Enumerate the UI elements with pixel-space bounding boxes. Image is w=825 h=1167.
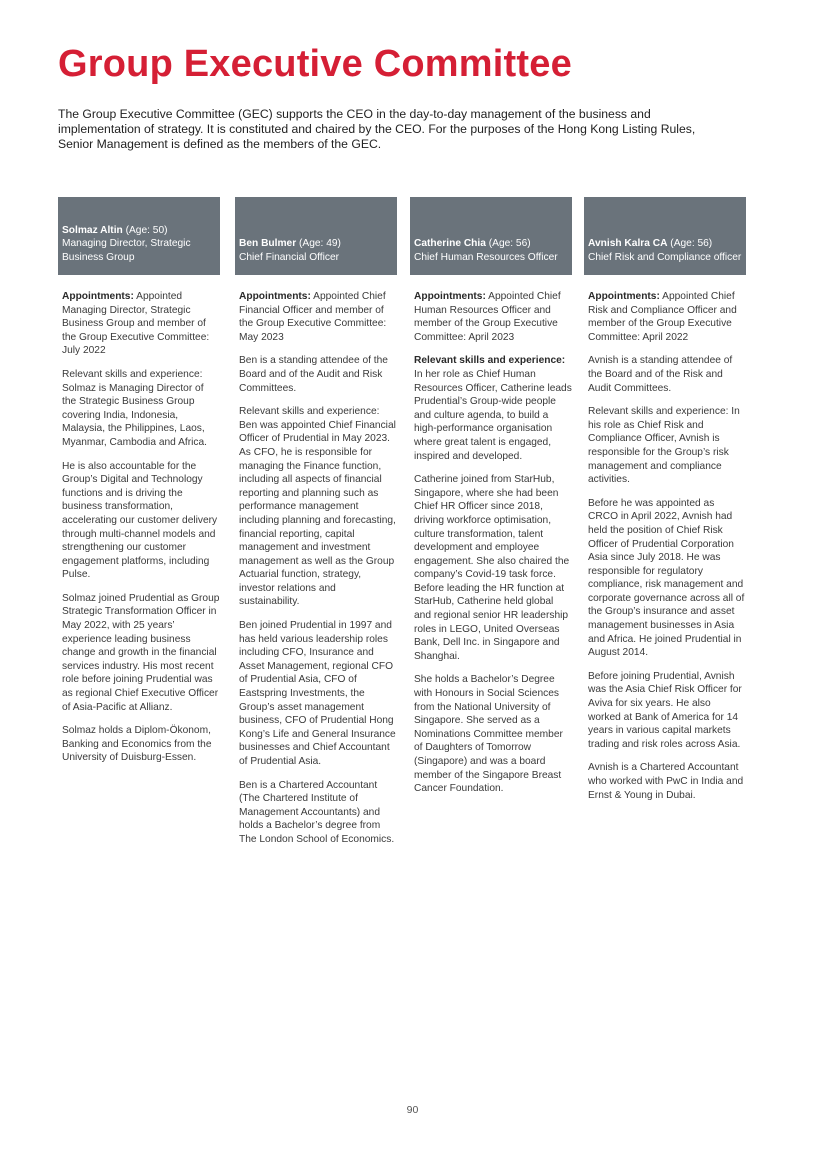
bio-text: Avnish is a standing attendee of the Board and of the Risk and Audit Committees. — [588, 355, 733, 394]
member-bio — [235, 275, 397, 847]
member-bio — [58, 275, 220, 765]
bio-text: Before he was appointed as CRCO in April 2022, Avnish had held the position of Chief Risk Officer of Prudential Corporation Asia since July 2018. He was responsible for regulatory compliance, risk management and corporate governance across all of the Group’s insurance and asset management businesses in Asia and Africa. He joined Prudential in August 2014. — [588, 497, 745, 659]
bio-text: She holds a Bachelor’s Degree with Honours in Social Sciences from the National University of Singapore. She served as a Nominations Committee member of Daughters of Tomorrow (Singapore) and was a board member of the Singapore Breast Cancer Foundation. — [414, 674, 563, 795]
bio-text: Appointed Managing Director, Strategic Business Group and member of the Group Executive Committee: July 2022 — [62, 291, 210, 357]
member-name: Ben Bulmer — [239, 238, 297, 249]
member-column — [584, 197, 746, 812]
bio-text: Relevant skills and experience: In his role as Chief Risk and Compliance Officer, Avnish is responsible for the Group’s risk management and compliance activities. — [588, 406, 740, 486]
bio-text: Ben joined Prudential in 1997 and has held various leadership roles including CFO, Insurance and Asset Management, regional CFO of Prudential Asia, CFO of Eastspring Investments, the Group’s asset management business, CFO of Prudential Hong Kong’s Life and General Insurance businesses and Chief Accountant of Prudential Asia. — [239, 620, 396, 767]
bio-paragraph — [414, 473, 572, 663]
bio-label: Appointments: — [239, 291, 311, 302]
member-header — [235, 197, 397, 275]
page-number: 90 — [406, 1104, 419, 1116]
bio-paragraph — [588, 405, 746, 487]
member-bio — [410, 275, 572, 796]
bio-paragraph — [588, 670, 746, 752]
bio-paragraph — [414, 290, 572, 344]
bio-paragraph — [414, 673, 572, 795]
bio-paragraph — [588, 497, 746, 660]
bio-paragraph — [62, 592, 220, 714]
member-name: Catherine Chia — [414, 238, 486, 249]
member-header — [410, 197, 572, 275]
member-age: (Age: 49) — [299, 238, 341, 249]
bio-paragraph — [239, 405, 397, 609]
bio-paragraph — [239, 354, 397, 395]
bio-text: He is also accountable for the Group’s Digital and Technology functions and is driving the business transformation, accelerating our customer delivery through multi-channel models and strengthening our customer engagement platforms, including Pulse. — [62, 460, 218, 581]
member-age: (Age: 56) — [488, 238, 531, 249]
page-title: Group Executive Committee — [58, 43, 572, 85]
bio-text: Appointed Chief Risk and Compliance Officer and member of the Group Executive Committee: April 2022 — [588, 291, 737, 343]
bio-text: Ben is a standing attendee of the Board and of the Audit and Risk Committees. — [239, 355, 388, 394]
bio-label: Appointments: — [414, 291, 486, 302]
bio-label: Appointments: — [588, 291, 660, 302]
bio-text: Appointed Chief Financial Officer and member of the Group Executive Committee: May 2023 — [239, 291, 387, 343]
bio-paragraph — [588, 290, 746, 344]
bio-text: Relevant skills and experience: Solmaz is Managing Director of the Strategic Business Group covering India, Indonesia, Malaysia, the Philippines, Laos, Myanmar, Cambodia and Africa. — [62, 368, 207, 448]
member-header-text — [414, 237, 569, 264]
bio-paragraph — [588, 761, 746, 802]
bio-paragraph — [588, 354, 746, 395]
member-column — [410, 197, 572, 806]
bio-text: Appointed Chief Human Resources Officer and member of the Group Executive Committee: April 2023 — [414, 291, 561, 343]
bio-text: Ben is a Chartered Accountant (The Chartered Institute of Management Accountants) and holds a Bachelor’s degree from The London School of Economics. — [239, 779, 395, 845]
bio-label: Relevant skills and experience: — [414, 355, 566, 367]
member-column — [235, 197, 397, 857]
member-header — [584, 197, 746, 275]
bio-label: Appointments: — [62, 291, 134, 302]
bio-text: In her role as Chief Human Resources Officer, Catherine leads Prudential’s Group-wide people and culture agenda, to build a high-performance organisation where great talent is engaged, inspired and developed. — [414, 368, 572, 462]
bio-paragraph — [62, 290, 220, 358]
bio-paragraph — [239, 290, 397, 344]
bio-paragraph — [62, 724, 220, 765]
member-header-text — [588, 237, 743, 264]
intro-paragraph: The Group Executive Committee (GEC) supports the CEO in the day-to-day management of the business and implementation of strategy. It is constituted and chaired by the CEO. For the purposes of the Hong Kong Listing Rules, Senior Management is defined as the members of the GEC. — [58, 107, 696, 151]
bio-paragraph — [62, 368, 220, 450]
member-role: Chief Human Resources Officer — [414, 251, 558, 263]
bio-paragraph — [62, 460, 220, 582]
bio-text: Relevant skills and experience: Ben was appointed Chief Financial Officer of Prudential in May 2023. As CFO, he is responsible for managing the Finance function, including all aspects of financial reporting and planning such as performance management including planning and forecasting, financial reporting, capital management and investment management as well as the Group Actuarial function, strategy, investor relations and sustainability. — [239, 406, 396, 608]
member-column — [58, 197, 220, 775]
bio-paragraph — [239, 619, 397, 769]
bio-paragraph — [239, 779, 397, 847]
member-name: Avnish Kalra CA — [588, 238, 668, 249]
member-role: Chief Risk and Compliance officer — [588, 251, 742, 263]
bio-text: Solmaz holds a Diplom-Ökonom, Banking and Economics from the University of Duisburg-Essen. — [62, 725, 212, 764]
bio-text: Catherine joined from StarHub, Singapore, where she had been Chief HR Officer since 2018, driving workforce optimisation, culture transformation, talent development and employee engagement. She also chaired the company’s Covid-19 task force. Before leading the HR function at StarHub, Catherine held global and regional senior HR leadership roles in LEGO, United Overseas Bank, Dell Inc. in Singapore and Shanghai. — [414, 474, 570, 662]
bio-text: Avnish is a Chartered Accountant who worked with PwC in India and Ernst & Young in Dubai. — [588, 762, 744, 801]
member-name: Solmaz Altin — [62, 224, 123, 236]
member-header-text — [62, 224, 217, 265]
member-role: Managing Director, Strategic Business Group — [62, 238, 191, 263]
member-age: (Age: 50) — [125, 224, 168, 236]
member-header — [58, 197, 220, 275]
bio-paragraph — [414, 354, 572, 463]
member-age: (Age: 56) — [670, 238, 713, 249]
bio-text: Before joining Prudential, Avnish was the Asia Chief Risk Officer for Aviva for six years. He also worked at Bank of America for 14 years in various capital markets trading and risk roles across Asia. — [588, 670, 742, 750]
member-bio — [584, 275, 746, 802]
member-header-text — [239, 237, 394, 264]
bio-text: Solmaz joined Prudential as Group Strategic Transformation Officer in May 2022, with 25 years’ experience leading business change and growth in the financial services industry. His most recent role before joining Prudential was as regional Chief Executive Officer of Asia-Pacific at Allianz. — [62, 592, 220, 713]
member-role: Chief Financial Officer — [239, 251, 340, 263]
